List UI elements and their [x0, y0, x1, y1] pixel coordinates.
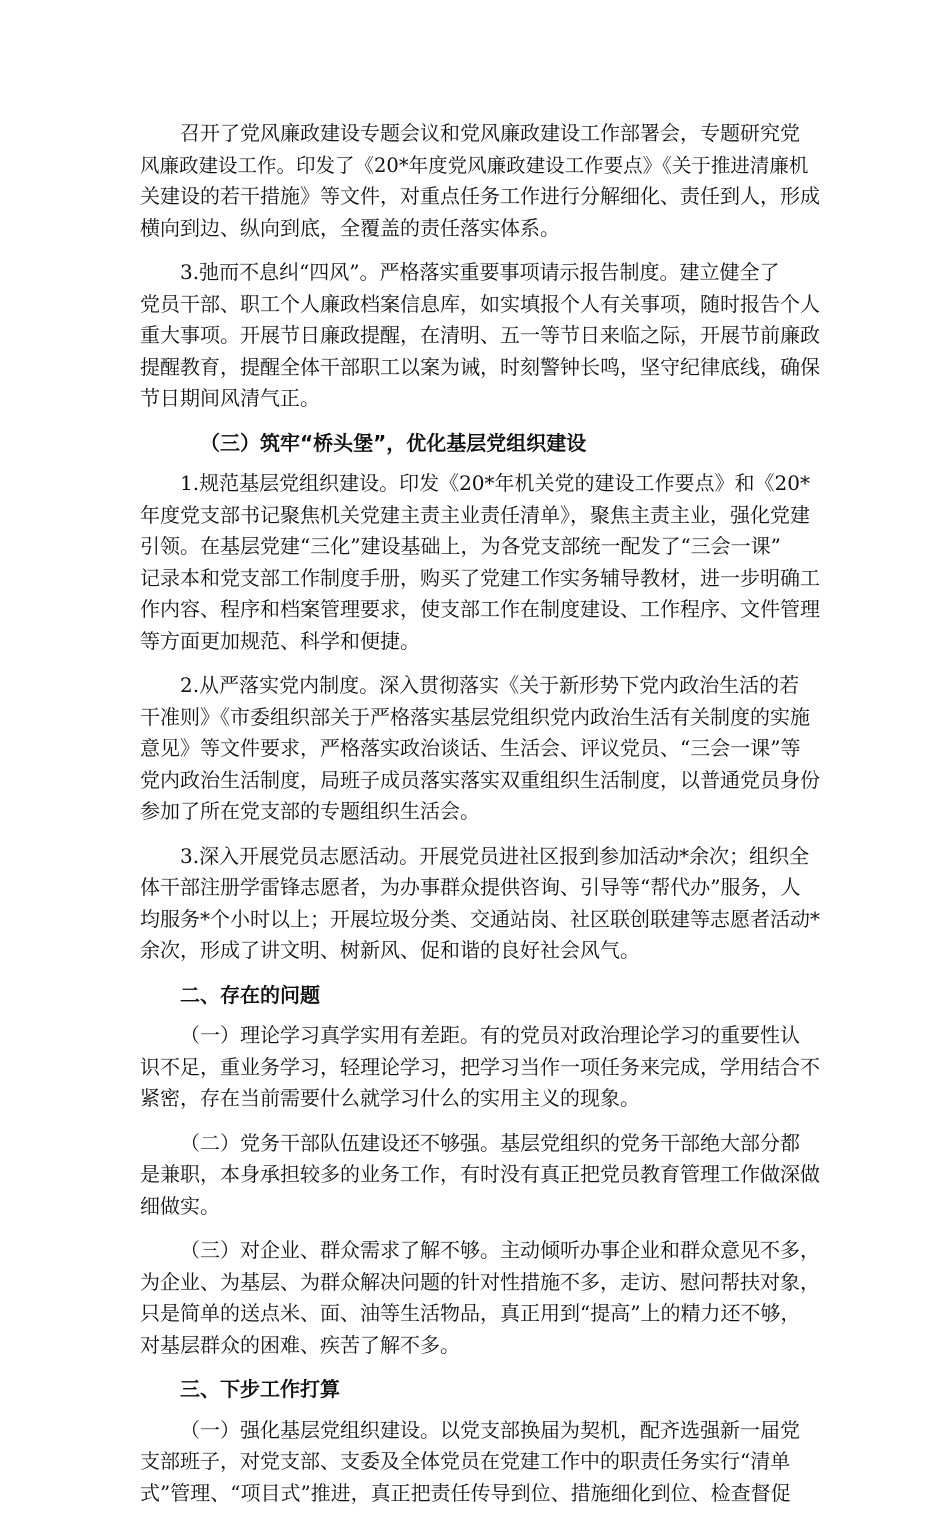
line: 支部班子，对党支部、支委及全体党员在党建工作中的职责任务实行“清单 [140, 1449, 791, 1473]
line: 2.从严落实党内制度。深入贯彻落实《关于新形势下党内政治生活的若 [180, 673, 800, 697]
line: 均服务*个小时以上；开展垃圾分类、交通站岗、社区联创联建等志愿者活动* [140, 906, 820, 931]
paragraph-8 [140, 1128, 820, 1223]
line: 参加了所在党支部的专题组织生活会。 [140, 799, 480, 823]
line: 党员干部、职工个人廉政档案信息库，如实填报个人有关事项，随时报告个人 [140, 291, 820, 316]
line: 为企业、为基层、为群众解决问题的针对性措施不多，走访、慰问帮扶对象， [140, 1269, 820, 1294]
line: 3.弛而不息纠“四风”。严格落实重要事项请示报告制度。建立健全了 [180, 260, 780, 284]
line: （一）强化基层党组织建设。以党支部换届为契机，配齐选强新一届党 [180, 1417, 800, 1442]
line: 记录本和党支部工作制度手册，购买了党建工作实务辅导教材，进一步明确工 [140, 565, 820, 590]
line: 年度党支部书记聚焦机关党建主责主业责任清单》，聚焦主责主业，强化党建 [140, 502, 810, 527]
paragraph-11 [140, 1415, 820, 1510]
line: 关建设的若干措施》等文件，对重点任务工作进行分解细化、责任到人，形成 [140, 184, 820, 208]
paragraph-7 [140, 1020, 820, 1115]
line: （三）对企业、群众需求了解不够。主动倾听办事企业和群众意见不多， [180, 1238, 820, 1262]
line: 余次，形成了讲文明、树新风、促和谐的良好社会风气。 [140, 938, 640, 962]
paragraph-5 [140, 841, 820, 967]
line: 重大事项。开展节日廉政提醒，在清明、五一等节日来临之际，开展节前廉政 [140, 323, 820, 347]
line: 紧密，存在当前需要什么就学习什么的实用主义的现象。 [140, 1086, 640, 1110]
line: （一）理论学习真学实用有差距。有的党员对政治理论学习的重要性认 [180, 1023, 800, 1047]
line: 党内政治生活制度，局班子成员落实落实双重组织生活制度，以普通党员身份 [140, 767, 820, 792]
line: 风廉政建设工作。印发了《20*年度党风廉政建设工作要点》《关于推进清廉机 [140, 153, 809, 177]
paragraph-0 [140, 118, 820, 244]
section-heading-problems: 二、存在的问题 [180, 982, 320, 1007]
line: 干准则》《市委组织部关于严格落实基层党组织党内政治生活有关制度的实施 [140, 704, 810, 729]
paragraph-1 [140, 257, 820, 415]
paragraph-9 [140, 1235, 820, 1361]
paragraph-3 [140, 468, 820, 657]
line: 节日期间风清气正。 [140, 386, 320, 410]
line: 3.深入开展党员志愿活动。开展党员进社区报到参加活动*余次；组织全 [180, 843, 810, 868]
line: 横向到边、纵向到底，全覆盖的责任落实体系。 [140, 215, 560, 240]
line: 等方面更加规范、科学和便捷。 [140, 628, 420, 653]
line: 体干部注册学雷锋志愿者，为办事群众提供咨询、引导等“帮代办”服务，人 [140, 875, 801, 899]
line: 1.规范基层党组织建设。印发《20*年机关党的建设工作要点》和《20* [180, 471, 810, 495]
line: 对基层群众的困难、疾苦了解不多。 [140, 1332, 460, 1357]
line: 意见》等文件要求，严格落实政治谈话、生活会、评议党员、“三会一课”等 [140, 736, 801, 760]
line: 细做实。 [140, 1193, 220, 1218]
line: 只是简单的送点米、面、油等生活物品，真正用到“提高”上的精力还不够， [140, 1301, 801, 1325]
paragraph-4 [140, 670, 820, 828]
section-heading-next-steps: 三、下步工作打算 [180, 1377, 340, 1401]
section-heading-3: （三）筑牢“桥头堡”，优化基层党组织建设 [200, 430, 587, 455]
line: （二）党务干部队伍建设还不够强。基层党组织的党务干部绝大部分都 [180, 1130, 800, 1155]
line: 识不足，重业务学习，轻理论学习，把学习当作一项任务来完成，学用结合不 [140, 1054, 820, 1079]
line: 式”管理、“项目式”推进，真正把责任传导到位、措施细化到位、检查督促 [140, 1480, 791, 1505]
line: 引领。在基层党建“三化”建设基础上，为各党支部统一配发了“三会一课” [140, 534, 781, 558]
document-page [140, 118, 820, 1522]
line: 提醒教育，提醒全体干部职工以案为诫，时刻警钟长鸣，坚守纪律底线，确保 [140, 354, 820, 379]
line: 作内容、程序和档案管理要求，使支部工作在制度建设、工作程序、文件管理 [140, 597, 820, 621]
line: 召开了党风廉政建设专题会议和党风廉政建设工作部署会，专题研究党 [180, 121, 800, 145]
line: 是兼职，本身承担较多的业务工作，有时没有真正把党员教育管理工作做深做 [140, 1162, 820, 1186]
